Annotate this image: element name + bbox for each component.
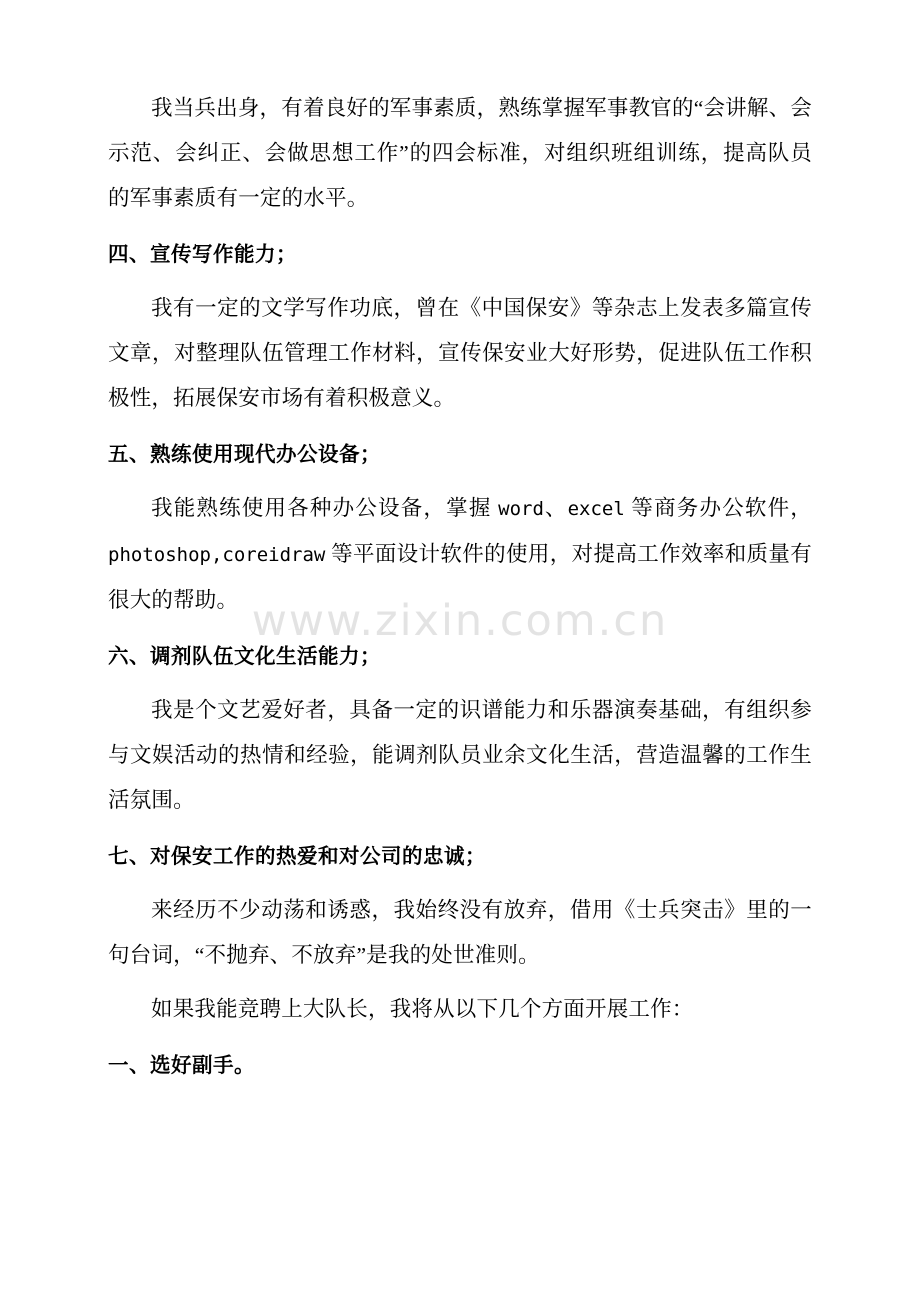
paragraph-culture-life: 我是个文艺爱好者，具备一定的识谱能力和乐器演奏基础，有组织参与文娱活动的热情和经验，能调剂队员业余文化生活，营造温馨的工作生活氛围。: [108, 698, 812, 812]
seg-text: 等商务办公软件，: [624, 496, 813, 520]
seg-text: 我能熟练使用各种办公设备，掌握: [151, 496, 499, 520]
heading-six-culture-life: 六、调剂队伍文化生活能力；: [108, 644, 381, 668]
spacer: [108, 221, 812, 232]
seg-text: 等平面设计软件的使用，对提高工作效率和质量有很大的帮助。: [108, 542, 812, 612]
spacer: [108, 421, 812, 432]
spacer: [108, 477, 812, 486]
paragraph-if-elected: 如果我能竞聘上大队长，我将从以下几个方面开展工作：: [151, 997, 694, 1021]
document-body: [108, 86, 812, 1088]
spacer: [108, 623, 812, 634]
seg-text: 、: [543, 496, 568, 520]
paragraph-loyalty: 来经历不少动荡和诱惑，我始终没有放弃，借用《士兵突击》里的一句台词，“不抛弃、不放弃”是我的处世准则。: [108, 898, 812, 967]
seg-excel: excel: [567, 498, 625, 520]
watermark-text: www.zixin.com.cn: [251, 596, 669, 646]
seg-photoshop-coreldraw: photoshop,coreidraw: [108, 544, 326, 566]
paragraph-military-quality: 我当兵出身，有着良好的军事素质，熟练掌握军事教官的“会讲解、会示范、会纠正、会做思想工作”的四会标准，对组织班组训练，提高队员的军事素质有一定的水平。: [108, 96, 812, 210]
paragraph-office-software: [108, 486, 812, 623]
heading-seven-loyalty: 七、对保安工作的热爱和对公司的忠诚；: [108, 844, 486, 868]
seg-word: word: [498, 498, 544, 520]
heading-four-writing: 四、宣传写作能力；: [108, 242, 297, 266]
heading-five-office-equipment: 五、熟练使用现代办公设备；: [108, 442, 381, 466]
spacer: [108, 823, 812, 834]
heading-one-choose-deputy: 一、选好副手。: [108, 1053, 255, 1077]
spacer: [108, 1032, 812, 1043]
spacer: [108, 679, 812, 688]
spacer: [108, 978, 812, 987]
spacer: [108, 879, 812, 888]
paragraph-writing-ability: 我有一定的文学写作功底，曾在《中国保安》等杂志上发表多篇宣传文章，对整理队伍管理工作材料，宣传保安业大好形势，促进队伍工作积极性，拓展保安市场有着积极意义。: [108, 296, 812, 410]
spacer: [108, 277, 812, 286]
